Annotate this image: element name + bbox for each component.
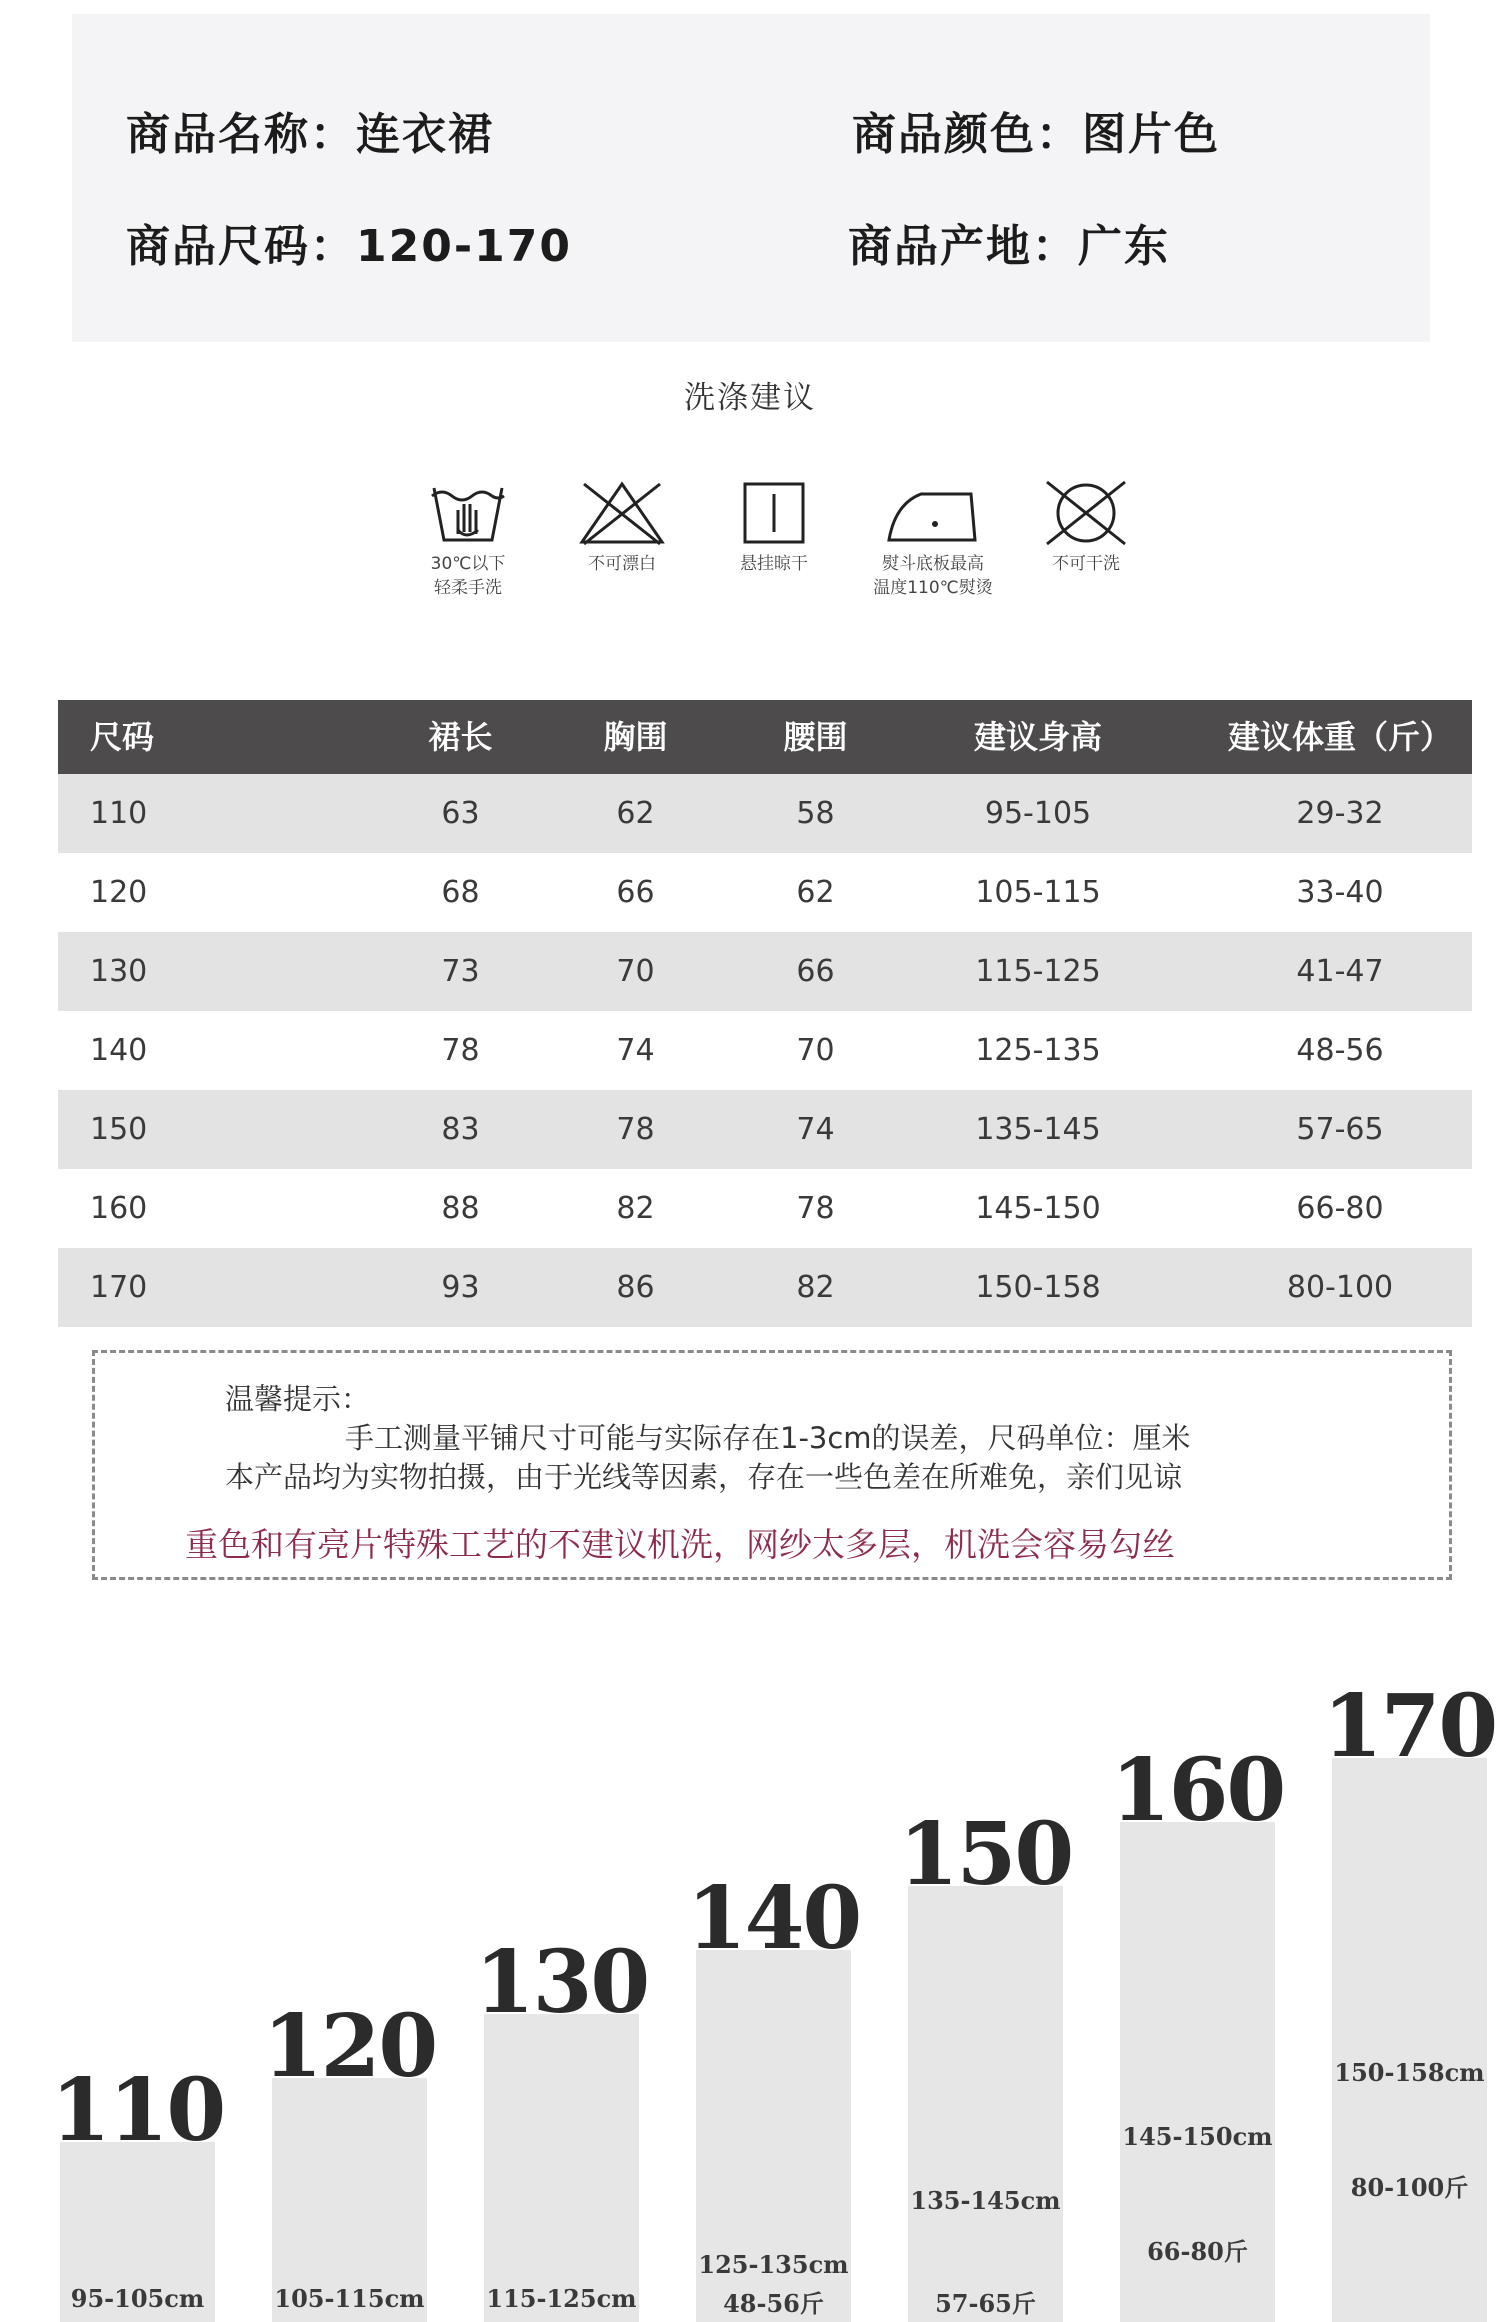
- table-cell: 130: [90, 954, 148, 989]
- hand-wash-icon: [428, 480, 508, 546]
- tips-warning: 重色和有亮片特殊工艺的不建议机洗，网纱太多层，机洗会容易勾丝: [185, 1525, 1175, 1564]
- tips-box: [92, 1350, 1452, 1580]
- bar-height-label: 150-158cm: [1334, 2058, 1485, 2087]
- table-cell: 82: [796, 1270, 835, 1305]
- table-cell: 78: [441, 1033, 480, 1068]
- wash-item-hand-wash: [388, 480, 548, 600]
- table-cell: 120: [90, 875, 148, 910]
- no-bleach-icon: [576, 480, 668, 546]
- table-row: [58, 932, 1472, 1011]
- product-size-value: 120-170: [356, 221, 572, 272]
- header-size: 尺码: [90, 718, 155, 756]
- table-cell: 74: [616, 1033, 655, 1068]
- bar-height-label: 125-135cm: [698, 2250, 849, 2279]
- table-cell: 83: [441, 1112, 480, 1147]
- height-bar: [1332, 1758, 1487, 2322]
- bar-size-label: 120: [262, 1996, 437, 2097]
- table-cell: 41-47: [1296, 954, 1384, 989]
- table-cell: 57-65: [1296, 1112, 1384, 1147]
- table-cell: 110: [90, 796, 148, 831]
- table-cell: 140: [90, 1033, 148, 1068]
- table-row: [58, 1248, 1472, 1327]
- table-cell: 78: [796, 1191, 835, 1226]
- table-cell: 93: [441, 1270, 480, 1305]
- table-cell: 58: [796, 796, 835, 831]
- table-cell: 80-100: [1286, 1270, 1394, 1305]
- no-dry-clean-icon: [1041, 480, 1131, 546]
- product-name-value: 连衣裙: [356, 109, 494, 160]
- table-cell: 160: [90, 1191, 148, 1226]
- table-cell: 115-125: [975, 954, 1101, 989]
- header-length: 裙长: [428, 718, 493, 756]
- header-waist: 腰围: [783, 718, 848, 756]
- table-cell: 66: [616, 875, 655, 910]
- product-origin-label: 商品产地 ：: [848, 221, 1078, 272]
- product-origin-value: 广东: [1078, 221, 1170, 272]
- product-origin: [848, 210, 1170, 274]
- table-cell: 62: [616, 796, 655, 831]
- wash-item-iron: [853, 480, 1013, 600]
- tips-title: 温馨提示：: [225, 1382, 371, 1416]
- bar-size-label: 150: [898, 1804, 1073, 1905]
- bar-height-label: 145-150cm: [1122, 2122, 1273, 2151]
- height-bar: [484, 2014, 639, 2322]
- product-size-label: 商品尺码 ：: [126, 221, 356, 272]
- bar-size-label: 160: [1110, 1740, 1285, 1841]
- bar-height-label: 105-115cm: [274, 2284, 425, 2313]
- wash-item-no-bleach: [542, 480, 702, 576]
- no-dry-clean-caption: 不可干洗: [1052, 554, 1120, 574]
- table-cell: 145-150: [975, 1191, 1101, 1226]
- table-cell: 86: [616, 1270, 655, 1305]
- table-cell: 135-145: [975, 1112, 1101, 1147]
- iron-caption: 熨斗底板最高 温度110℃熨烫: [873, 554, 993, 598]
- product-color-value: 图片色: [1082, 109, 1220, 160]
- product-color: [852, 98, 1220, 162]
- table-cell: 66: [796, 954, 835, 989]
- bar-height-label: 135-145cm: [910, 2186, 1061, 2215]
- table-cell: 95-105: [984, 796, 1092, 831]
- table-row: [58, 1011, 1472, 1090]
- product-info-card: [72, 14, 1430, 342]
- table-cell: 68: [441, 875, 480, 910]
- table-cell: 170: [90, 1270, 148, 1305]
- table-row: [58, 1169, 1472, 1248]
- size-table: [58, 700, 1472, 1327]
- table-row: [58, 1090, 1472, 1169]
- table-row: [58, 774, 1472, 853]
- bar-height-label: 95-105cm: [70, 2284, 205, 2313]
- table-cell: 150: [90, 1112, 148, 1147]
- bar-weight-label: 80-100斤: [1350, 2173, 1469, 2202]
- product-name-label: 商品名称 ：: [126, 109, 356, 160]
- table-cell: 62: [796, 875, 835, 910]
- bar-size-label: 140: [686, 1868, 861, 1969]
- wash-item-no-dry-clean: [1006, 480, 1166, 576]
- bar-weight-label: 57-65斤: [935, 2289, 1036, 2318]
- bar-height-label: 115-125cm: [486, 2284, 637, 2313]
- product-color-label: 商品颜色 ：: [852, 109, 1082, 160]
- table-cell: 88: [441, 1191, 480, 1226]
- bar-weight-label: 48-56斤: [723, 2289, 824, 2318]
- table-cell: 70: [796, 1033, 835, 1068]
- table-cell: 78: [616, 1112, 655, 1147]
- tips-line-measure: 手工测量平铺尺寸可能与实际存在1-3cm的误差，尺码单位：厘米: [345, 1421, 1191, 1455]
- header-height: 建议身高: [973, 718, 1102, 756]
- table-cell: 105-115: [975, 875, 1101, 910]
- size-table-header: [58, 700, 1472, 774]
- table-cell: 48-56: [1296, 1033, 1384, 1068]
- header-bust: 胸围: [603, 718, 668, 756]
- table-cell: 33-40: [1296, 875, 1384, 910]
- wash-title: 洗涤建议: [684, 380, 816, 416]
- height-bar: [908, 1886, 1063, 2322]
- table-cell: 150-158: [975, 1270, 1101, 1305]
- iron-icon: [885, 480, 981, 546]
- hand-wash-caption: 30℃以下 轻柔手洗: [430, 554, 506, 598]
- bar-weight-label: 66-80斤: [1147, 2237, 1248, 2266]
- table-cell: 74: [796, 1112, 835, 1147]
- hang-dry-icon: [739, 480, 809, 546]
- no-bleach-caption: 不可漂白: [588, 554, 656, 574]
- table-row: [58, 853, 1472, 932]
- table-cell: 66-80: [1296, 1191, 1384, 1226]
- wash-item-hang-dry: [694, 480, 854, 576]
- hang-dry-caption: 悬挂晾干: [740, 554, 808, 574]
- product-size: [126, 210, 572, 274]
- product-name: [126, 98, 494, 162]
- table-cell: 82: [616, 1191, 655, 1226]
- table-cell: 29-32: [1296, 796, 1384, 831]
- table-cell: 125-135: [975, 1033, 1101, 1068]
- bar-size-label: 170: [1322, 1676, 1497, 1777]
- table-cell: 70: [616, 954, 655, 989]
- table-cell: 63: [441, 796, 480, 831]
- header-weight: 建议体重（斤）: [1227, 718, 1452, 756]
- bar-size-label: 130: [474, 1932, 649, 2033]
- tips-line-color: 本产品均为实物拍摄，由于光线等因素，存在一些色差在所难免，亲们见谅: [225, 1460, 1183, 1494]
- table-cell: 73: [441, 954, 480, 989]
- bar-size-label: 110: [50, 2060, 225, 2161]
